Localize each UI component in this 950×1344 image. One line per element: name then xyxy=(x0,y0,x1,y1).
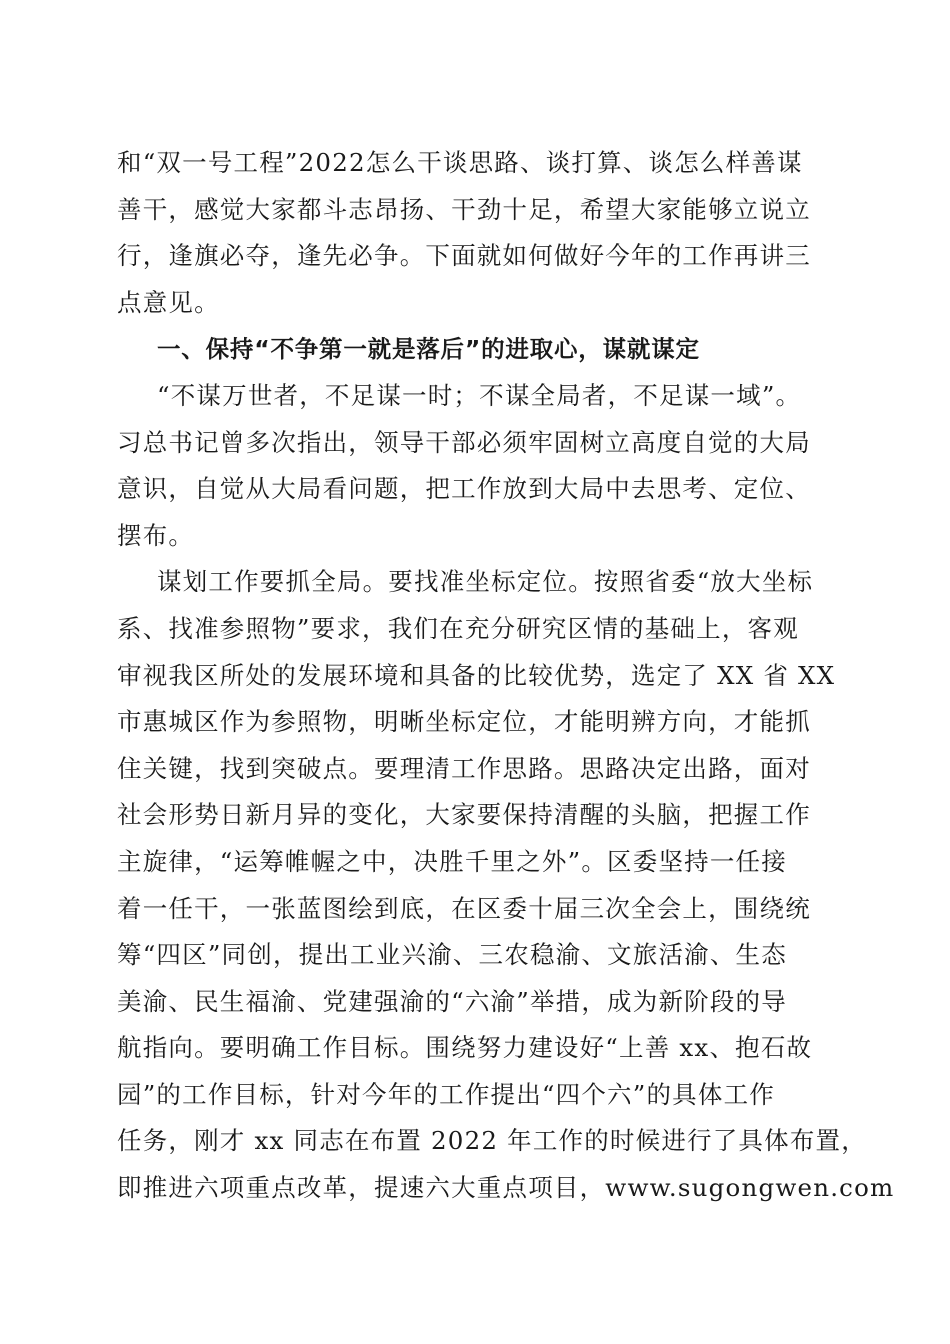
section-heading xyxy=(117,326,829,373)
intro-paragraph xyxy=(117,140,829,326)
text-line: 和“双一号工程”2022怎么干谈思路、谈打算、谈怎么样善谋 xyxy=(117,148,803,177)
heading-line: 一、保持“不争第一就是落后”的进取心，谋就谋定 xyxy=(157,335,700,364)
text-line: 意识，自觉从大局看问题，把工作放到大局中去思考、定位、 xyxy=(117,474,811,504)
document-body xyxy=(117,140,895,1212)
text-line: 航指向。要明确工作目标。围绕努力建设好“上善 xx、抱石故 xyxy=(117,1033,813,1063)
text-line: 主旋律，“运筹帷幄之中，决胜千里之外”。区委坚持一任接 xyxy=(117,846,787,876)
text-line: 审视我区所处的发展环境和具备的比较优势，选定了 XX 省 XX xyxy=(117,660,836,690)
text-line: 社会形势日新月异的变化，大家要保持清醒的头脑，把握工作 xyxy=(117,800,811,830)
text-line: 住关键，找到突破点。要理清工作思路。思路决定出路，面对 xyxy=(117,753,811,783)
text-line: 行，逢旗必夺，逢先必争。下面就如何做好今年的工作再讲三 xyxy=(117,241,811,271)
text-line: 市惠城区作为参照物，明晰坐标定位，才能明辨方向，才能抓 xyxy=(117,707,811,737)
text-line: 习总书记曾多次指出，领导干部必须牢固树立高度自觉的大局 xyxy=(117,427,811,457)
planning-paragraph xyxy=(117,559,895,1211)
text-line: 园”的工作目标，针对今年的工作提出“四个六”的具体工作 xyxy=(117,1079,775,1109)
text-line: 谋划工作要抓全局。要找准坐标定位。按照省委“放大坐标 xyxy=(157,567,814,597)
text-line: “不谋万世者，不足谋一时；不谋全局者，不足谋一域”。 xyxy=(157,380,802,410)
text-line: 摆布。 xyxy=(117,520,195,550)
text-line: 着一任干，一张蓝图绘到底，在区委十届三次全会上，围绕统 xyxy=(117,893,811,923)
quote-paragraph xyxy=(117,373,829,559)
text-line: 任务，刚才 xx 同志在布置 2022 年工作的时候进行了具体布置， xyxy=(117,1126,867,1156)
text-line: 系、找准参照物”要求，我们在充分研究区情的基础上，客观 xyxy=(117,613,799,643)
text-line: 筹“四区”同创，提出工业兴渝、三农稳渝、文旅活渝、生态 xyxy=(117,940,787,970)
text-line: 即推进六项重点改革，提速六大重点项目，www.sugongwen.com xyxy=(117,1173,895,1203)
text-line: 美渝、民生福渝、党建强渝的“六渝”举措，成为新阶段的导 xyxy=(117,986,787,1016)
text-line: 点意见。 xyxy=(117,287,220,317)
text-line: 善干，感觉大家都斗志昂扬、干劲十足，希望大家能够立说立 xyxy=(117,194,811,224)
